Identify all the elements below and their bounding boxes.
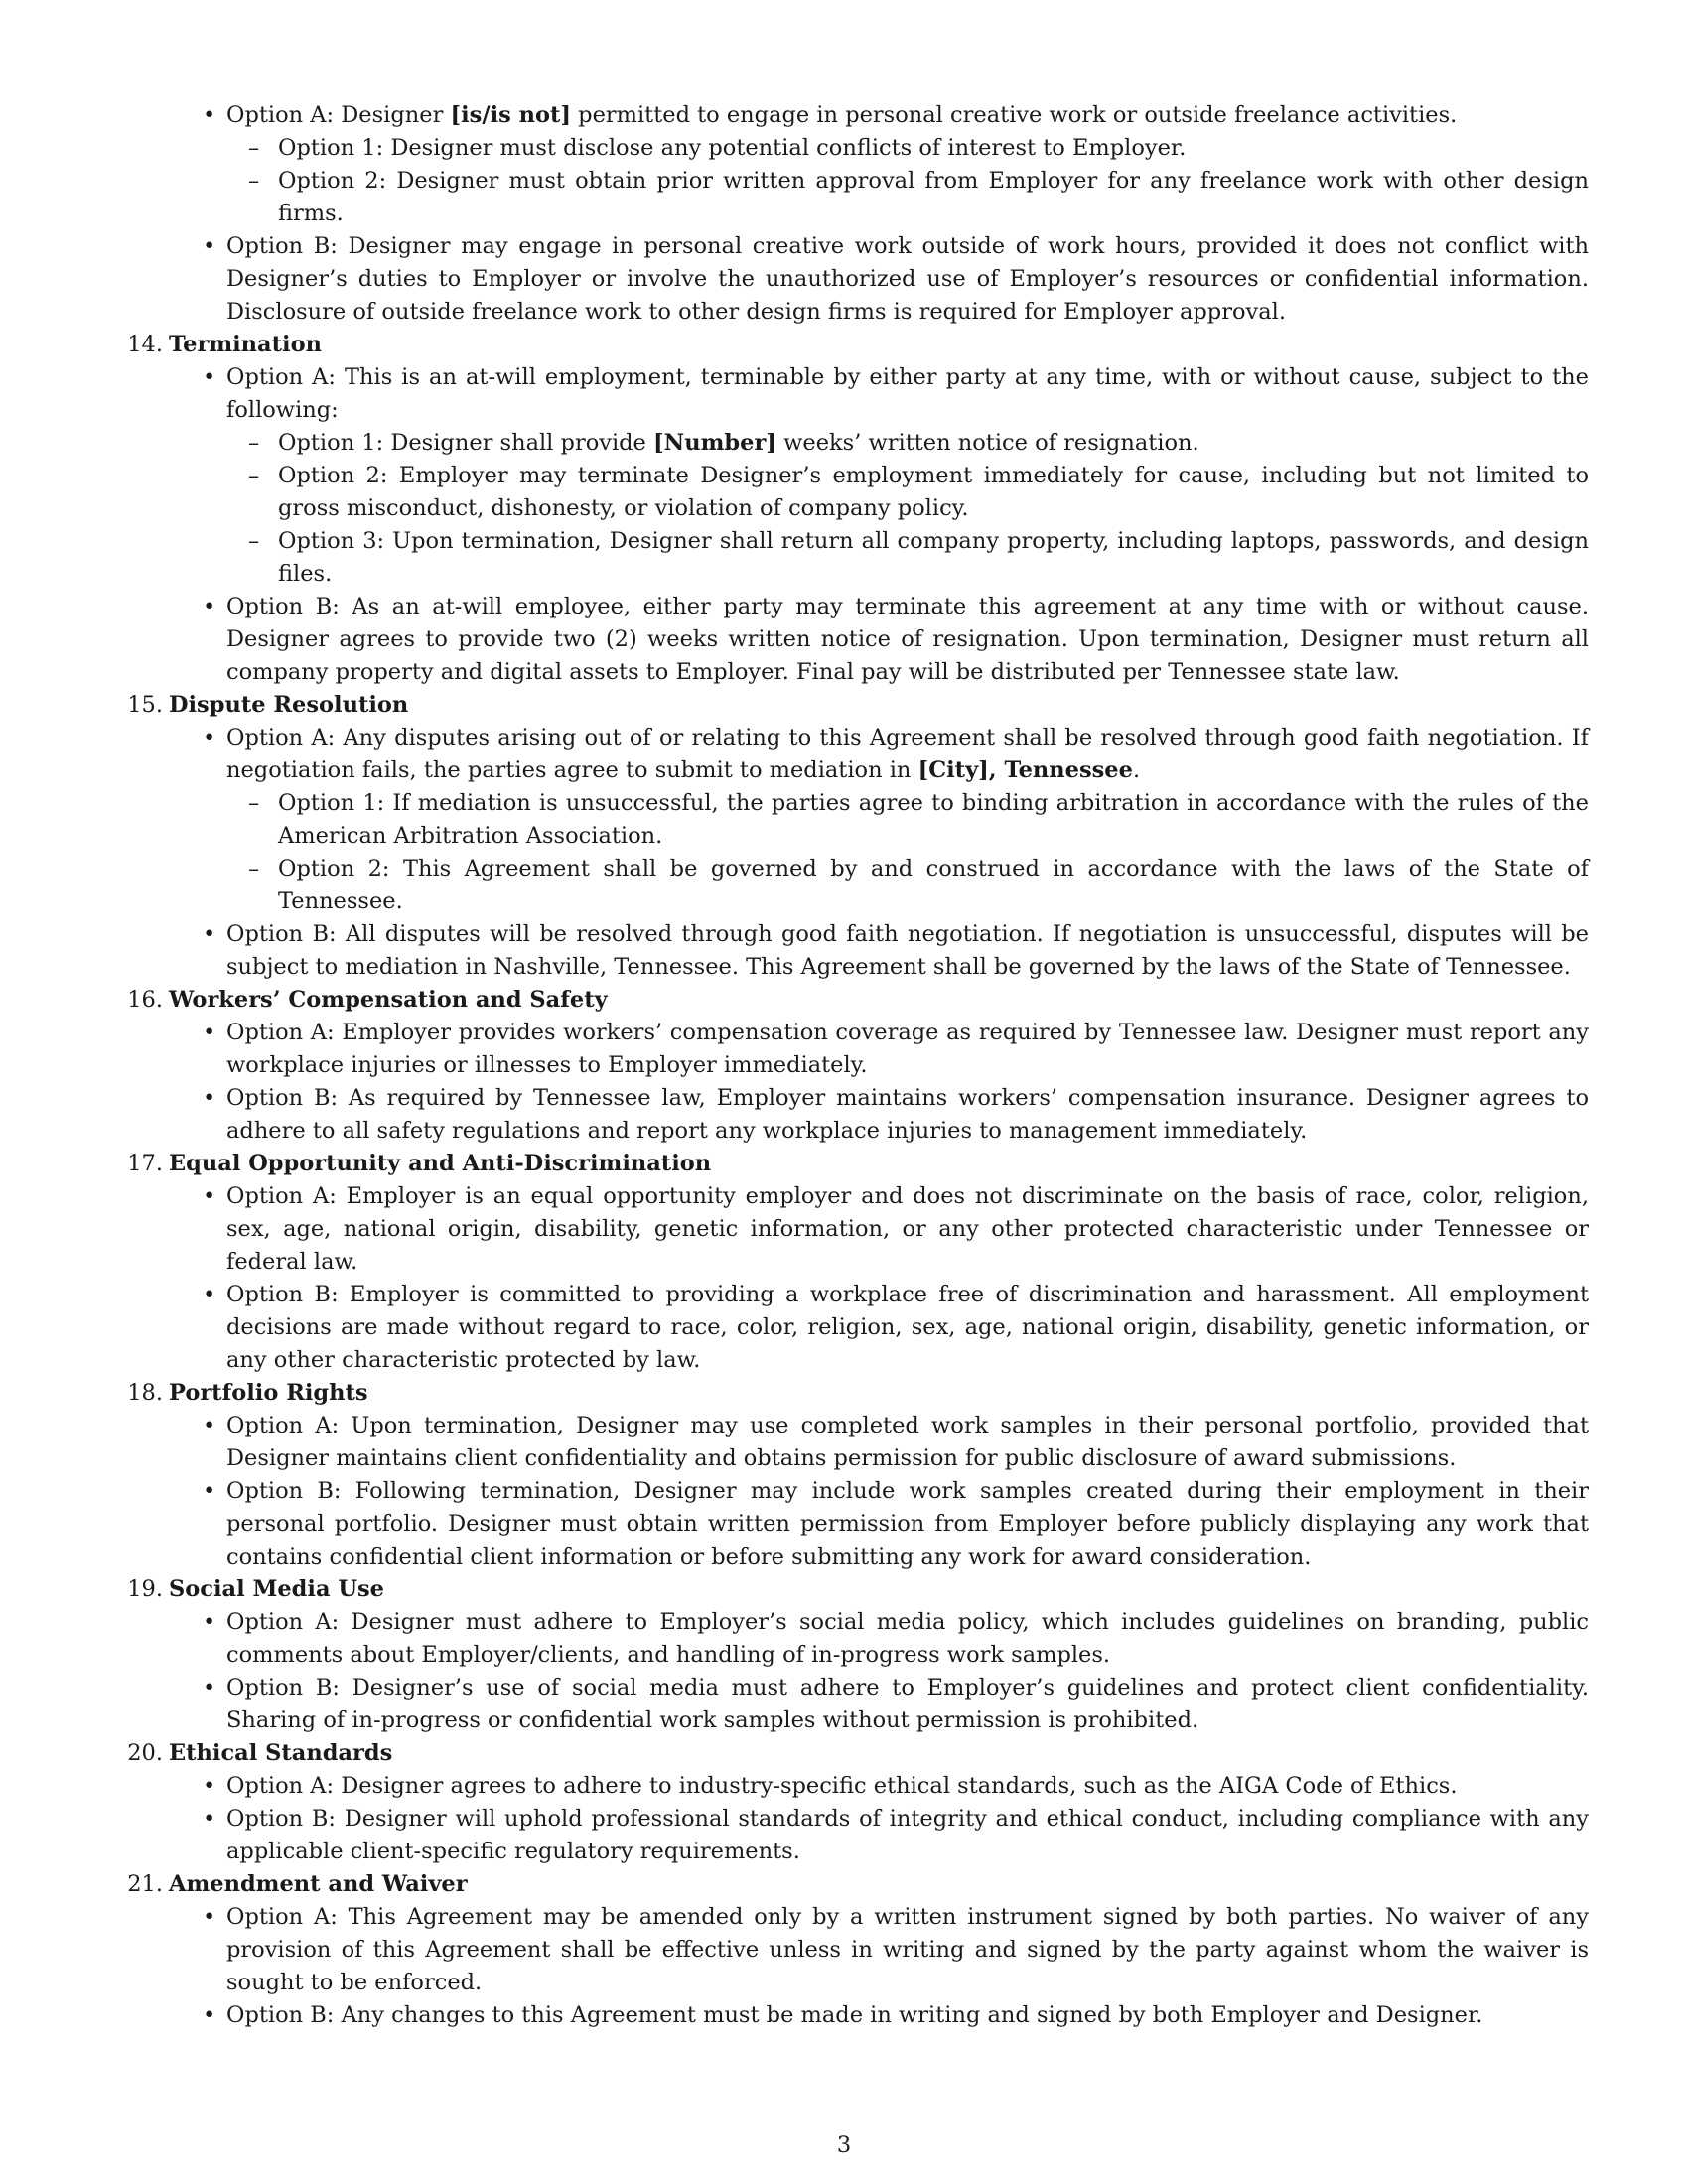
option-a: • Option A: Designer [is/is not] permitted to engage in personal creative work or outside freelance activities. – Option 1: Designer must disclose any potential conflicts of interest to Employer. – Option 2: Designer must obtain prior written approval from Employer for any freelance work with other design firms. (117, 99, 1589, 230)
section-workers-compensation (117, 984, 1589, 1148)
option-a: • Option A: This Agreement may be amended only by a written instrument signed by both parties. No waiver of any provision of this Agreement shall be effective unless in writing and signed by the party against whom the waiver is sought to be enforced. (169, 1901, 1589, 1999)
section-number: 14. (127, 332, 163, 357)
sub-option-2: – Option 2: Employer may terminate Designer’s employment immediately for cause, including but not limited to gross misconduct, dishonesty, or violation of company policy. (226, 460, 1589, 525)
section-ethical-standards (117, 1737, 1589, 1868)
section-options (169, 722, 1589, 984)
section-title: Equal Opportunity and Anti-Discrimination (169, 1151, 712, 1176)
section-options (169, 361, 1589, 689)
option-a: • Option A: Employer is an equal opportunity employer and does not discriminate on the basis of race, color, religion, sex, age, national origin, disability, genetic information, or any other protected characteristic under Tennessee or federal law. (169, 1180, 1589, 1279)
section-title: Termination (169, 332, 322, 357)
section-termination (117, 329, 1589, 689)
sub-option-3: – Option 3: Upon termination, Designer shall return all company property, including laptops, passwords, and design files. (226, 525, 1589, 591)
section-equal-opportunity (117, 1148, 1589, 1377)
option-a: • Option A: Designer agrees to adhere to industry-specific ethical standards, such as the AIGA Code of Ethics. (169, 1770, 1589, 1803)
section-title: Workers’ Compensation and Safety (169, 987, 608, 1013)
section-options (169, 1606, 1589, 1737)
option-a: • Option A: This is an at-will employment, terminable by either party at any time, with or without cause, subject to the following: – Option 1: Designer shall provide [Number] weeks’ written notice of resignation. – Option 2: Employer may terminate Designer’s employment immediately for cause, including but not limited to gross misconduct, dishonesty, or violation of company policy. – Option 3: Upon termination, Designer shall return all company property, including laptops, passwords, and design files. (169, 361, 1589, 591)
option-b: • Option B: Employer is committed to providing a workplace free of discrimination and harassment. All employment decisions are made without regard to race, color, religion, sex, age, national origin, disability, genetic information, or any other characteristic protected by law. (169, 1279, 1589, 1377)
placeholder-city: [City], Tennessee (917, 757, 1133, 783)
section-options (169, 1901, 1589, 2032)
section-number: 15. (127, 692, 163, 718)
sub-option-1: – Option 1: Designer shall provide [Number] weeks’ written notice of resignation. (226, 427, 1589, 460)
section-list (117, 329, 1589, 2032)
page-number: 3 (836, 2132, 852, 2158)
section-options (169, 1017, 1589, 1148)
section-options (169, 1180, 1589, 1377)
sub-option-1: – Option 1: If mediation is unsuccessful, the parties agree to binding arbitration in accordance with the rules of the American Arbitration Association. (226, 787, 1589, 853)
sub-option-1: – Option 1: Designer must disclose any potential conflicts of interest to Employer. (226, 132, 1589, 165)
sub-options (226, 427, 1589, 591)
option-a: • Option A: Designer must adhere to Employer’s social media policy, which includes guidelines on branding, public comments about Employer/clients, and handling of in-progress work samples. (169, 1606, 1589, 1672)
section-social-media (117, 1573, 1589, 1737)
section-number: 18. (127, 1380, 163, 1406)
placeholder-number: [Number] (653, 430, 776, 456)
section-title: Social Media Use (169, 1576, 384, 1602)
section-dispute-resolution (117, 689, 1589, 984)
section-title: Ethical Standards (169, 1740, 393, 1766)
section-options (169, 1410, 1589, 1573)
section-portfolio-rights (117, 1377, 1589, 1573)
continued-options (117, 99, 1589, 329)
document-body (117, 99, 1589, 2032)
sub-option-2: – Option 2: This Agreement shall be governed by and construed in accordance with the laws of the State of Tennessee. (226, 853, 1589, 918)
option-a: • Option A: Upon termination, Designer may use completed work samples in their personal portfolio, provided that Designer maintains client confidentiality and obtains permission for public disclosure of award submissions. (169, 1410, 1589, 1475)
section-title: Dispute Resolution (169, 692, 409, 718)
section-number: 16. (127, 987, 163, 1013)
section-amendment-waiver (117, 1868, 1589, 2032)
option-a: • Option A: Any disputes arising out of or relating to this Agreement shall be resolved through good faith negotiation. If negotiation fails, the parties agree to submit to mediation in [City], Tennessee. – Option 1: If mediation is unsuccessful, the parties agree to binding arbitration in accordance with the rules of the American Arbitration Association. – Option 2: This Agreement shall be governed by and construed in accordance with the laws of the State of Tennessee. (169, 722, 1589, 918)
option-b: • Option B: Following termination, Designer may include work samples created during their employment in their personal portfolio. Designer must obtain written permission from Employer before publicly displaying any work that contains confidential client information or before submitting any work for award consideration. (169, 1475, 1589, 1573)
section-title: Portfolio Rights (169, 1380, 368, 1406)
section-title: Amendment and Waiver (169, 1871, 468, 1897)
option-b: • Option B: Any changes to this Agreement must be made in writing and signed by both Employer and Designer. (169, 1999, 1589, 2032)
sub-option-2: – Option 2: Designer must obtain prior written approval from Employer for any freelance work with other design firms. (226, 165, 1589, 230)
option-b: • Option B: Designer will uphold professional standards of integrity and ethical conduct, including compliance with any applicable client-specific regulatory requirements. (169, 1803, 1589, 1868)
placeholder-is-is-not: [is/is not] (450, 102, 572, 128)
section-number: 20. (127, 1740, 163, 1766)
section-number: 17. (127, 1151, 163, 1176)
section-options (169, 1770, 1589, 1868)
sub-options (226, 132, 1589, 230)
section-number: 19. (127, 1576, 163, 1602)
option-a: • Option A: Employer provides workers’ compensation coverage as required by Tennessee law. Designer must report any workplace injuries or illnesses to Employer immediately. (169, 1017, 1589, 1082)
sub-options (226, 787, 1589, 918)
option-b: • Option B: Designer’s use of social media must adhere to Employer’s guidelines and protect client confidentiality. Sharing of in-progress or confidential work samples without permission is prohibited. (169, 1672, 1589, 1737)
option-b: • Option B: As required by Tennessee law, Employer maintains workers’ compensation insurance. Designer agrees to adhere to all safety regulations and report any workplace injuries to management immediately. (169, 1082, 1589, 1148)
section-number: 21. (127, 1871, 163, 1897)
option-b: • Option B: Designer may engage in personal creative work outside of work hours, provided it does not conflict with Designer’s duties to Employer or involve the unauthorized use of Employer’s resources or confidential information. Disclosure of outside freelance work to other design firms is required for Employer approval. (117, 230, 1589, 329)
option-b: • Option B: As an at-will employee, either party may terminate this agreement at any time with or without cause. Designer agrees to provide two (2) weeks written notice of resignation. Upon termination, Designer must return all company property and digital assets to Employer. Final pay will be distributed per Tennessee state law. (169, 591, 1589, 689)
option-b: • Option B: All disputes will be resolved through good faith negotiation. If negotiation is unsuccessful, disputes will be subject to mediation in Nashville, Tennessee. This Agreement shall be governed by the laws of the State of Tennessee. (169, 918, 1589, 984)
